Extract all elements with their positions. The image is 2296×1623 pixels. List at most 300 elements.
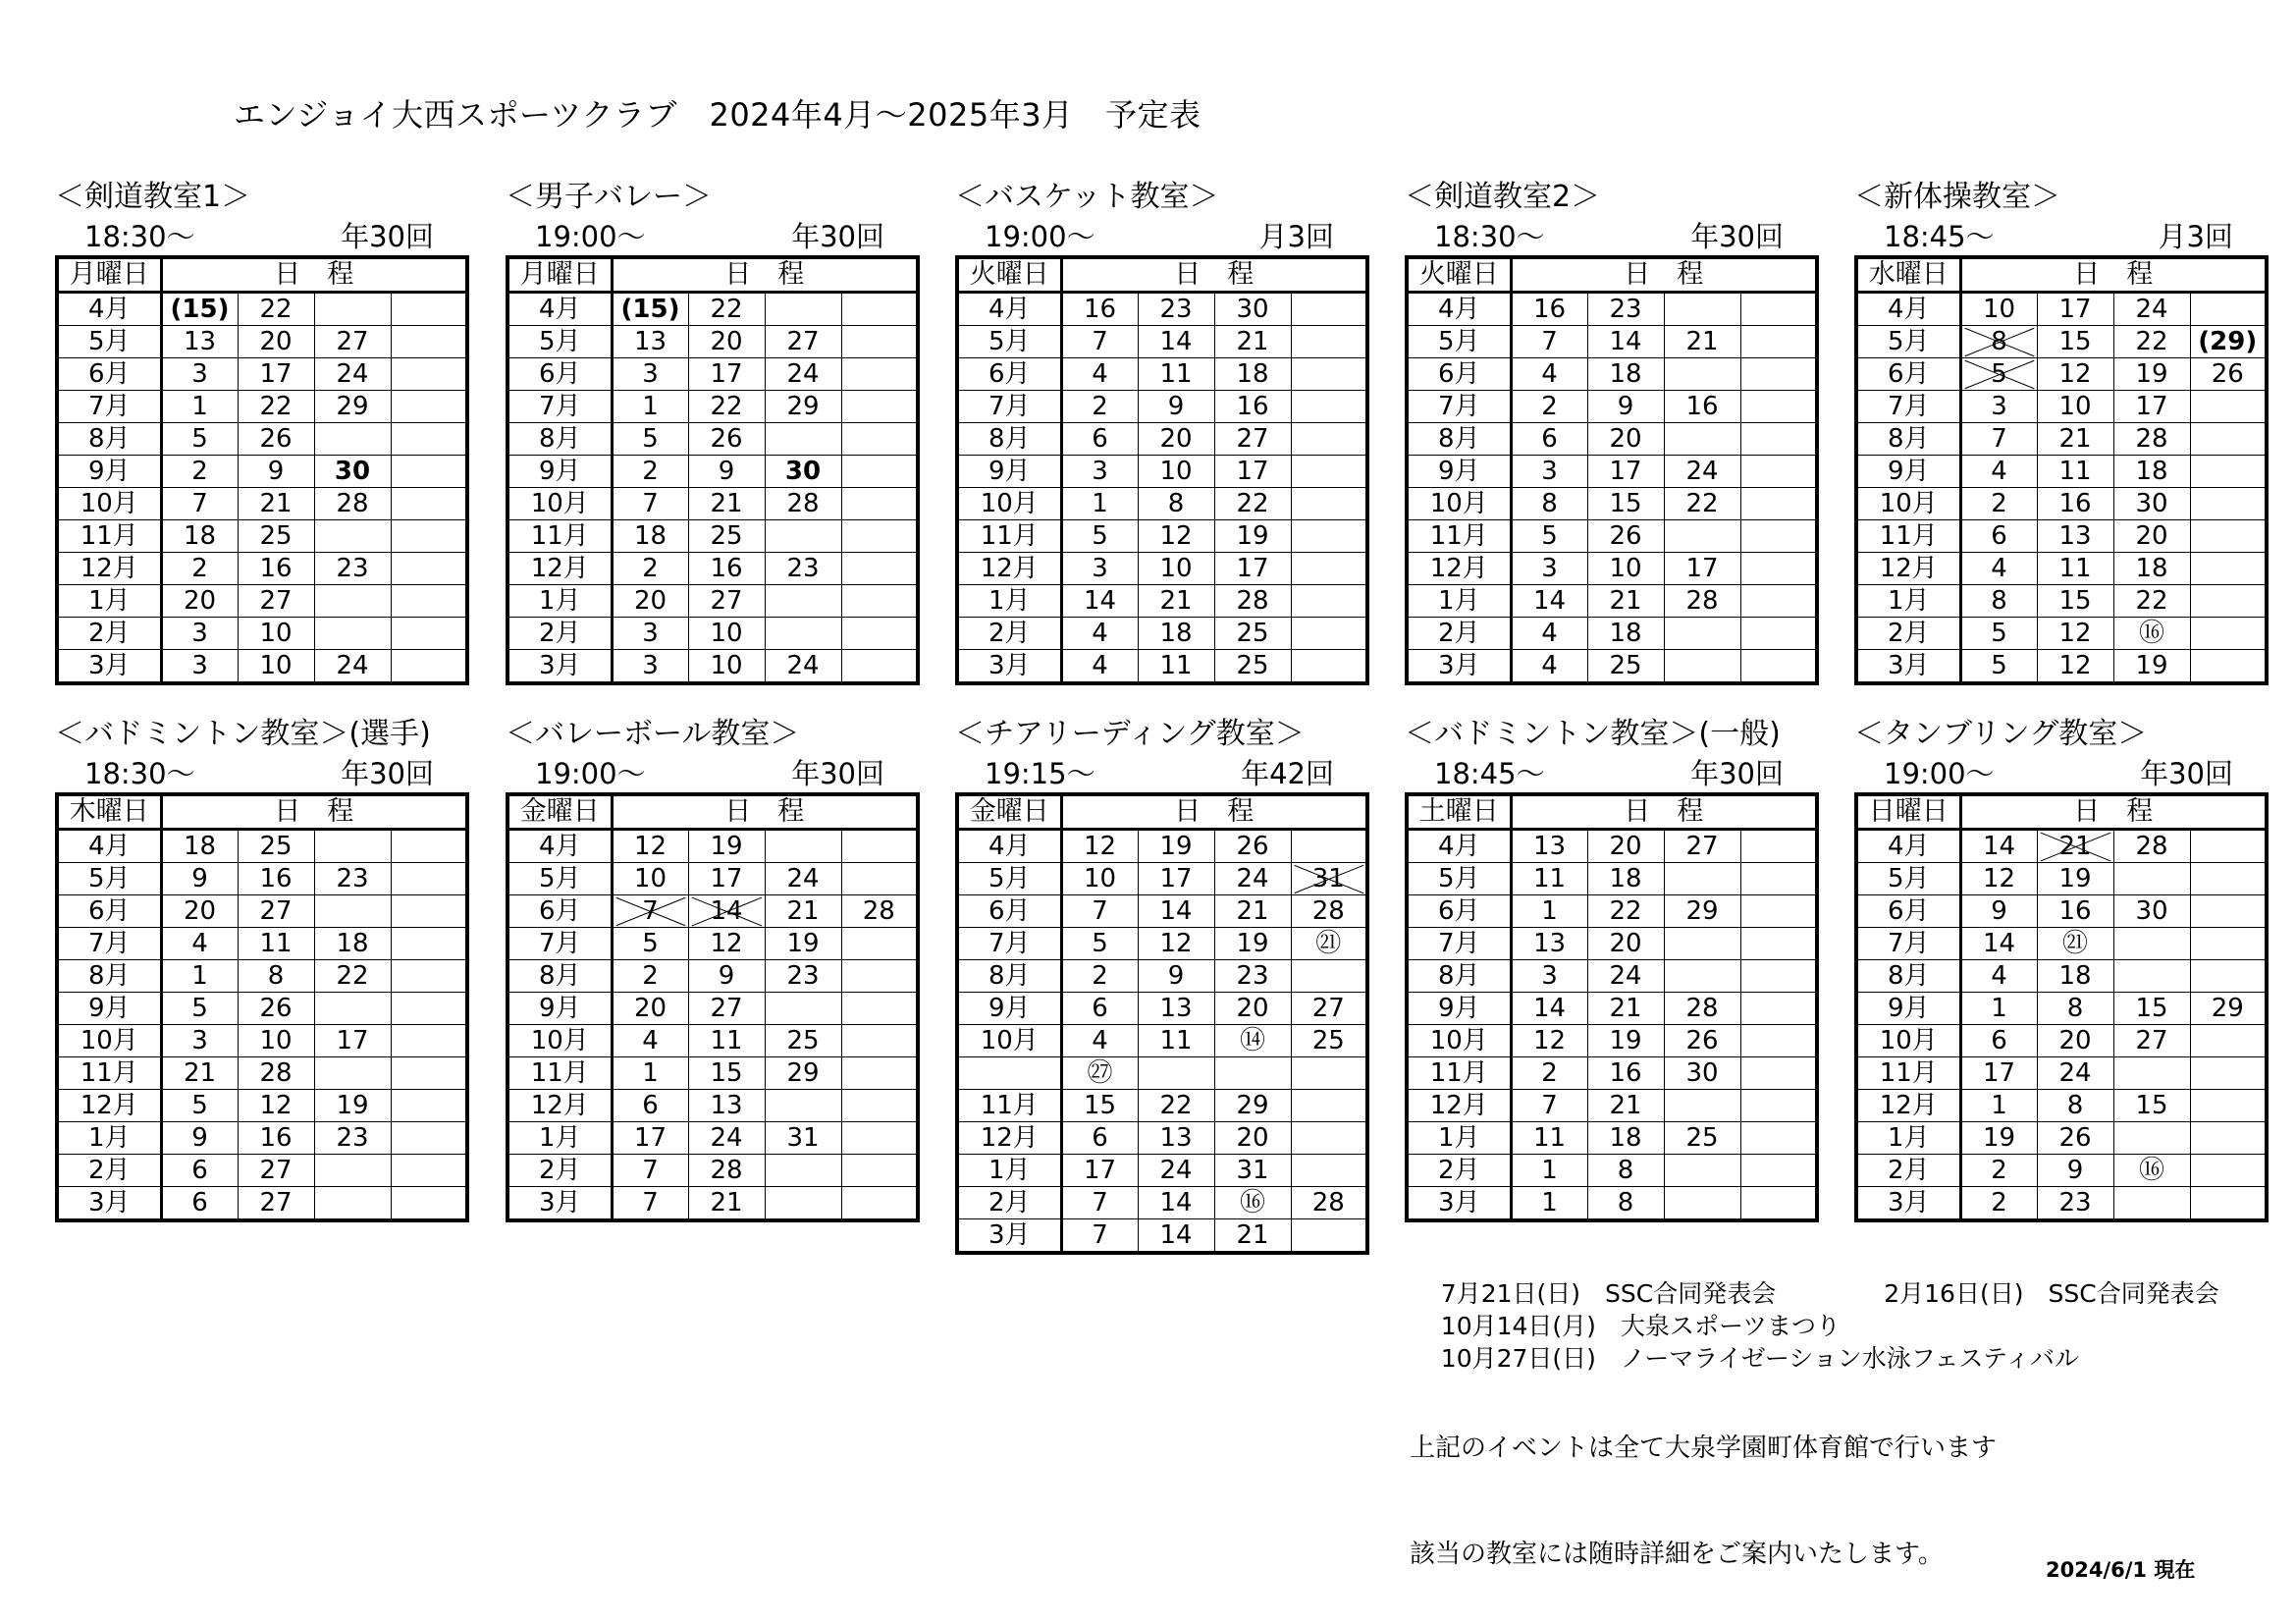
- date-cell: 9: [688, 456, 765, 488]
- date-cell: 14: [1511, 585, 1587, 618]
- date-cell: [391, 553, 467, 585]
- date-cell: 24: [765, 650, 841, 684]
- date-cell: 7: [612, 1187, 688, 1221]
- month-cell: 9月: [1407, 456, 1511, 488]
- date-cell: 18: [612, 520, 688, 553]
- date-cell: 15: [2113, 993, 2190, 1025]
- weekday-header: 日曜日: [1856, 794, 1960, 830]
- date-cell: 21: [1214, 895, 1291, 928]
- table-row: [957, 895, 1367, 928]
- date-cell: [841, 1122, 918, 1155]
- date-cell: 17: [1214, 456, 1291, 488]
- date-cell: [314, 830, 391, 863]
- date-cell: [391, 326, 467, 358]
- class-time: 18:30～: [84, 220, 195, 253]
- date-cell: 3: [1511, 553, 1587, 585]
- date-cell: 10: [688, 650, 765, 684]
- date-cell: [391, 293, 467, 326]
- date-cell: [2190, 863, 2267, 895]
- table-row: [57, 326, 467, 358]
- table-row: [507, 520, 918, 553]
- date-cell: 23: [314, 553, 391, 585]
- date-cell: 4: [1511, 650, 1587, 684]
- table-row: [507, 1057, 918, 1090]
- class-frequency: 年30回: [791, 220, 884, 253]
- schedule-table: [1854, 792, 2269, 1222]
- date-cell: 12: [1511, 1025, 1587, 1057]
- table-row: [957, 423, 1367, 456]
- date-cell: 7: [1061, 326, 1138, 358]
- date-cell: [1664, 293, 1740, 326]
- table-row: [1407, 553, 1817, 585]
- date-cell: (29): [2190, 326, 2267, 358]
- date-cell: 10: [1138, 456, 1214, 488]
- date-cell: 12: [238, 1090, 314, 1122]
- table-row: [507, 1025, 918, 1057]
- date-cell: [1664, 928, 1740, 960]
- date-cell: 12: [688, 928, 765, 960]
- date-cell: 2: [1960, 1187, 2037, 1221]
- date-cell: 13: [1138, 1122, 1214, 1155]
- weekday-header: 月曜日: [57, 257, 161, 293]
- date-cell: 14: [1061, 585, 1138, 618]
- date-cell: 26: [238, 423, 314, 456]
- date-cell: 17: [314, 1025, 391, 1057]
- date-cell: 14: [1960, 928, 2037, 960]
- table-row: [57, 1187, 467, 1221]
- month-cell: 6月: [957, 358, 1061, 391]
- date-cell: [391, 1155, 467, 1187]
- date-cell: 24: [1587, 960, 1664, 993]
- date-cell: 30: [1664, 1057, 1740, 1090]
- weekday-header: 土曜日: [1407, 794, 1511, 830]
- class-meta: [55, 755, 469, 792]
- date-cell: 2: [612, 960, 688, 993]
- date-cell: 20: [612, 993, 688, 1025]
- date-cell: [1740, 358, 1817, 391]
- date-cell: 19: [2037, 863, 2113, 895]
- table-row: [57, 423, 467, 456]
- date-cell: 5: [161, 993, 238, 1025]
- table-row: [1407, 1155, 1817, 1187]
- date-cell: 7: [161, 488, 238, 520]
- date-cell: [841, 1090, 918, 1122]
- table-header-row: [957, 257, 1367, 293]
- date-cell: 25: [1664, 1122, 1740, 1155]
- date-cell: 15: [1061, 1090, 1138, 1122]
- month-cell: 8月: [57, 960, 161, 993]
- date-cell: [1664, 1090, 1740, 1122]
- table-row: [57, 650, 467, 684]
- weekday-header: 月曜日: [507, 257, 612, 293]
- date-cell: [314, 618, 391, 650]
- date-cell: 17: [1138, 863, 1214, 895]
- table-row: [57, 293, 467, 326]
- table-row: [957, 960, 1367, 993]
- table-row: [1407, 423, 1817, 456]
- month-cell: 5月: [57, 863, 161, 895]
- date-cell: ㉗: [1061, 1057, 1138, 1090]
- date-cell: 14: [1138, 1219, 1214, 1254]
- date-cell: 24: [765, 358, 841, 391]
- date-cell: 19: [1138, 830, 1214, 863]
- date-cell: 1: [1511, 1155, 1587, 1187]
- date-cell: ㉑: [1291, 928, 1367, 960]
- class-title: ＜チアリーディング教室＞: [955, 717, 1305, 751]
- date-cell: 8: [1511, 488, 1587, 520]
- date-cell: 5: [161, 423, 238, 456]
- class-schedule-block: [506, 177, 920, 685]
- month-cell: 3月: [1856, 1187, 1960, 1221]
- date-cell: [391, 358, 467, 391]
- class-schedule-block: [1405, 177, 1819, 685]
- class-title: ＜剣道教室2＞: [1405, 180, 1601, 214]
- date-cell: [391, 488, 467, 520]
- date-cell: 16: [1061, 293, 1138, 326]
- date-cell: [841, 293, 918, 326]
- date-cell: [1291, 960, 1367, 993]
- date-cell: 24: [688, 1122, 765, 1155]
- table-row: [957, 520, 1367, 553]
- date-cell: [391, 618, 467, 650]
- class-meta: [55, 218, 469, 255]
- table-row: [1856, 456, 2267, 488]
- date-cell: [1740, 993, 1817, 1025]
- date-cell: 21: [1587, 1090, 1664, 1122]
- date-cell: [841, 423, 918, 456]
- table-row: [957, 1155, 1367, 1187]
- date-cell: 6: [1511, 423, 1587, 456]
- table-row: [1856, 895, 2267, 928]
- date-cell: 16: [238, 553, 314, 585]
- date-cell: 26: [688, 423, 765, 456]
- date-cell: 10: [238, 1025, 314, 1057]
- event-date: 10月27日(日): [1440, 1344, 1596, 1373]
- month-cell: 9月: [1856, 456, 1960, 488]
- date-cell: 20: [688, 326, 765, 358]
- month-cell: 8月: [957, 423, 1061, 456]
- event-date: 2月16日(日): [1884, 1279, 2024, 1308]
- date-cell: [1291, 1090, 1367, 1122]
- class-schedule-block: [955, 714, 1369, 1255]
- date-cell: 21: [2037, 423, 2113, 456]
- table-row: [1407, 993, 1817, 1025]
- date-cell: [2113, 1122, 2190, 1155]
- date-cell: 11: [2037, 456, 2113, 488]
- date-cell: 24: [1664, 456, 1740, 488]
- table-row: [507, 1122, 918, 1155]
- date-cell: 16: [1587, 1057, 1664, 1090]
- date-cell: 12: [2037, 650, 2113, 684]
- table-row: [957, 928, 1367, 960]
- month-cell: 10月: [957, 488, 1061, 520]
- table-row: [1856, 553, 2267, 585]
- table-row: [1856, 960, 2267, 993]
- date-cell: ⑭: [1214, 1025, 1291, 1057]
- date-cell: 28: [1214, 585, 1291, 618]
- date-cell: 20: [1138, 423, 1214, 456]
- date-cell: 20: [161, 585, 238, 618]
- class-title: ＜バドミントン教室＞(選手): [55, 717, 431, 751]
- date-cell: [1291, 1155, 1367, 1187]
- date-cell: 30: [2113, 488, 2190, 520]
- date-cell: 5: [1960, 650, 2037, 684]
- date-cell: [391, 993, 467, 1025]
- class-title: ＜タンブリング教室＞: [1854, 717, 2148, 751]
- date-cell: 3: [161, 618, 238, 650]
- table-row: [1407, 520, 1817, 553]
- event-list: [1410, 1245, 2219, 1373]
- date-cell: 25: [238, 830, 314, 863]
- date-cell: [841, 1025, 918, 1057]
- date-cell: [841, 993, 918, 1025]
- date-cell: 30: [2113, 895, 2190, 928]
- date-cell: 6: [1061, 993, 1138, 1025]
- month-cell: 6月: [1856, 895, 1960, 928]
- date-cell: [391, 830, 467, 863]
- date-cell: [391, 391, 467, 423]
- date-cell: 23: [1214, 960, 1291, 993]
- date-cell: [765, 1155, 841, 1187]
- date-cell: 26: [238, 993, 314, 1025]
- date-cell: 24: [314, 358, 391, 391]
- date-cell: [391, 863, 467, 895]
- date-cell: [1664, 960, 1740, 993]
- date-cell: [841, 585, 918, 618]
- event-row: [1410, 1245, 2219, 1308]
- month-cell: 11月: [1856, 1057, 1960, 1090]
- date-cell: 11: [1511, 863, 1587, 895]
- date-cell: [314, 993, 391, 1025]
- date-cell: [314, 293, 391, 326]
- date-cell: [1740, 423, 1817, 456]
- date-cell: 23: [765, 553, 841, 585]
- date-cell: 8: [2037, 993, 2113, 1025]
- table-row: [957, 1057, 1367, 1090]
- date-cell: [1740, 456, 1817, 488]
- date-cell: [391, 423, 467, 456]
- month-cell: 3月: [507, 650, 612, 684]
- date-cell: 6: [1061, 423, 1138, 456]
- month-cell: 5月: [57, 326, 161, 358]
- date-cell: 2: [161, 553, 238, 585]
- date-cell: 28: [1291, 895, 1367, 928]
- month-cell: 5月: [1407, 863, 1511, 895]
- date-cell: 29: [765, 1057, 841, 1090]
- table-row: [507, 928, 918, 960]
- date-cell: 16: [2037, 895, 2113, 928]
- date-cell: [841, 650, 918, 684]
- date-cell: [1740, 585, 1817, 618]
- table-row: [57, 488, 467, 520]
- month-cell: 10月: [1407, 1025, 1511, 1057]
- schedule-table: [955, 792, 1369, 1255]
- date-cell: [841, 520, 918, 553]
- date-cell: 16: [688, 553, 765, 585]
- table-row: [1856, 358, 2267, 391]
- class-meta: [1854, 218, 2269, 255]
- date-cell: 22: [238, 391, 314, 423]
- date-cell: [1740, 960, 1817, 993]
- date-cell: ⑯: [2113, 1155, 2190, 1187]
- date-cell: (15): [612, 293, 688, 326]
- date-cell: 1: [1511, 1187, 1587, 1221]
- weekday-header: 木曜日: [57, 794, 161, 830]
- date-cell: 17: [1061, 1155, 1138, 1187]
- date-cell: 19: [1214, 928, 1291, 960]
- class-meta: [1405, 218, 1819, 255]
- date-cell: [314, 1057, 391, 1090]
- date-cell: 2: [1511, 391, 1587, 423]
- table-row: [507, 423, 918, 456]
- table-row: [507, 830, 918, 863]
- table-row: [1407, 391, 1817, 423]
- date-cell: 5: [1960, 358, 2037, 391]
- date-cell: 26: [1664, 1025, 1740, 1057]
- month-cell: 5月: [957, 863, 1061, 895]
- table-row: [57, 960, 467, 993]
- date-cell: 2: [1061, 960, 1138, 993]
- date-cell: 8: [1960, 326, 2037, 358]
- date-cell: 18: [2037, 960, 2113, 993]
- date-cell: 4: [1061, 650, 1138, 684]
- date-cell: 3: [161, 650, 238, 684]
- table-row: [957, 488, 1367, 520]
- date-cell: 25: [1214, 650, 1291, 684]
- month-cell: 8月: [57, 423, 161, 456]
- table-row: [957, 293, 1367, 326]
- date-cell: [1740, 293, 1817, 326]
- class-meta: [506, 755, 920, 792]
- notes: [1410, 1360, 1997, 1607]
- date-cell: 7: [1061, 1219, 1138, 1254]
- event-name: SSC合同発表会: [1605, 1279, 1777, 1308]
- date-cell: 18: [161, 830, 238, 863]
- table-row: [957, 1219, 1367, 1254]
- date-cell: 4: [161, 928, 238, 960]
- table-row: [507, 618, 918, 650]
- date-cell: [2190, 928, 2267, 960]
- table-row: [957, 863, 1367, 895]
- date-cell: [2190, 1025, 2267, 1057]
- date-cell: 29: [314, 391, 391, 423]
- class-frequency: 年30回: [791, 757, 884, 790]
- class-schedule-block: [1405, 714, 1819, 1222]
- date-cell: 9: [238, 456, 314, 488]
- table-row: [507, 650, 918, 684]
- date-cell: [391, 1025, 467, 1057]
- month-cell: 9月: [957, 456, 1061, 488]
- date-cell: [1740, 326, 1817, 358]
- table-row: [1407, 1187, 1817, 1221]
- date-cell: [2113, 1057, 2190, 1090]
- date-cell: 3: [612, 358, 688, 391]
- month-cell: 12月: [957, 553, 1061, 585]
- month-cell: 5月: [1407, 326, 1511, 358]
- table-row: [957, 650, 1367, 684]
- class-frequency: 年30回: [2140, 757, 2233, 790]
- weekday-header: 火曜日: [957, 257, 1061, 293]
- date-cell: [1664, 863, 1740, 895]
- month-cell: 8月: [957, 960, 1061, 993]
- table-row: [1856, 293, 2267, 326]
- date-cell: 30: [1214, 293, 1291, 326]
- date-cell: 5: [1061, 928, 1138, 960]
- date-cell: 27: [1214, 423, 1291, 456]
- table-row: [57, 456, 467, 488]
- weekday-header: 火曜日: [1407, 257, 1511, 293]
- table-header-row: [1407, 794, 1817, 830]
- date-cell: [1664, 618, 1740, 650]
- month-cell: 8月: [1407, 423, 1511, 456]
- class-time: 18:45～: [1434, 757, 1545, 790]
- date-cell: 20: [238, 326, 314, 358]
- date-cell: 9: [1960, 895, 2037, 928]
- date-cell: [1291, 520, 1367, 553]
- date-cell: 18: [1214, 358, 1291, 391]
- date-cell: 8: [2037, 1090, 2113, 1122]
- date-cell: 4: [1960, 553, 2037, 585]
- month-cell: 7月: [957, 391, 1061, 423]
- table-row: [57, 585, 467, 618]
- date-cell: 21: [2037, 830, 2113, 863]
- class-title: ＜新体操教室＞: [1854, 180, 2060, 214]
- date-cell: [2190, 895, 2267, 928]
- month-cell: 12月: [1856, 553, 1960, 585]
- date-cell: [1291, 358, 1367, 391]
- date-cell: 15: [2113, 1090, 2190, 1122]
- month-cell: 11月: [507, 520, 612, 553]
- date-cell: 15: [2037, 326, 2113, 358]
- date-cell: [2190, 553, 2267, 585]
- month-cell: 2月: [957, 1187, 1061, 1219]
- table-header-row: [1856, 794, 2267, 830]
- date-cell: [1664, 423, 1740, 456]
- date-cell: 18: [1587, 358, 1664, 391]
- class-frequency: 年42回: [1241, 757, 1334, 790]
- class-time: 19:00～: [535, 757, 646, 790]
- date-cell: 19: [2113, 650, 2190, 684]
- month-cell: 5月: [507, 326, 612, 358]
- month-cell: 6月: [1856, 358, 1960, 391]
- date-cell: 7: [612, 895, 688, 928]
- month-cell: 8月: [507, 960, 612, 993]
- date-cell: [314, 585, 391, 618]
- date-cell: [841, 358, 918, 391]
- date-cell: 20: [612, 585, 688, 618]
- as-of-date: 2024/6/1 現在: [2046, 1558, 2196, 1582]
- date-cell: [1664, 358, 1740, 391]
- table-row: [507, 863, 918, 895]
- month-cell: 12月: [1856, 1090, 1960, 1122]
- date-cell: 18: [2113, 553, 2190, 585]
- date-cell: 22: [314, 960, 391, 993]
- date-cell: [2190, 391, 2267, 423]
- date-cell: 17: [688, 863, 765, 895]
- schedule-table: [1405, 792, 1819, 1222]
- date-cell: 3: [1511, 960, 1587, 993]
- date-cell: 27: [765, 326, 841, 358]
- month-cell: 6月: [957, 895, 1061, 928]
- table-row: [957, 553, 1367, 585]
- table-row: [57, 1057, 467, 1090]
- date-cell: [2190, 1057, 2267, 1090]
- month-cell: 1月: [1856, 585, 1960, 618]
- month-cell: 3月: [957, 1219, 1061, 1254]
- date-cell: 3: [612, 650, 688, 684]
- date-cell: 16: [238, 1122, 314, 1155]
- date-cell: [2190, 618, 2267, 650]
